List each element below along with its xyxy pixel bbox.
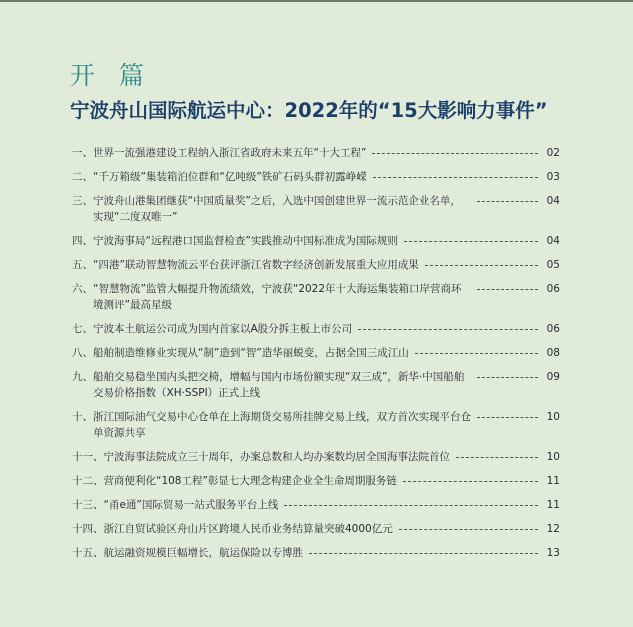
toc-entry-8[interactable] <box>72 345 560 361</box>
toc-page-number: 02 <box>546 147 560 159</box>
toc-entry-7[interactable] <box>72 321 560 337</box>
next-section-heading-cutoff <box>74 620 144 627</box>
table-of-contents <box>72 145 560 561</box>
toc-entry-number: 一、 <box>72 147 93 159</box>
toc-page-number: 09 <box>546 371 560 383</box>
toc-entry-5[interactable] <box>72 257 560 273</box>
toc-entry-number: 五、 <box>72 259 93 271</box>
toc-entry-title: 宁波海事局“远程港口国监督检查”实践推动中国标准成为国际规则 <box>93 235 398 247</box>
toc-leader-dots <box>477 417 538 419</box>
toc-entry-title: 浙江国际油气交易中心仓单在上海期货交易所挂牌交易上线，双方首次实现平台仓单资源共享 <box>93 411 471 439</box>
toc-entry-number: 十一、 <box>72 451 104 463</box>
toc-entry-title: 宁波海事法院成立三十周年，办案总数和人均办案数均居全国海事法院首位 <box>103 451 450 463</box>
toc-leader-dots <box>403 481 538 483</box>
toc-page-number: 11 <box>546 499 560 511</box>
toc-entry-10[interactable] <box>72 409 560 441</box>
toc-leader-dots <box>477 201 538 203</box>
toc-entry-14[interactable] <box>72 521 560 537</box>
toc-page-number: 06 <box>546 283 560 295</box>
toc-entry-title: 船舶制造维修业实现从“制”造到“智”造华丽蜕变，占据全国三成江山 <box>93 347 409 359</box>
toc-entry-number: 二、 <box>72 171 93 183</box>
toc-entry-11[interactable] <box>72 449 560 465</box>
toc-entry-title: 世界一流强港建设工程纳入浙江省政府未来五年“十大工程” <box>93 147 367 159</box>
toc-entry-number: 七、 <box>72 323 93 335</box>
toc-entry-number: 四、 <box>72 235 93 247</box>
toc-leader-dots <box>373 177 538 179</box>
toc-page-number: 08 <box>546 347 560 359</box>
toc-leader-dots <box>284 505 538 507</box>
toc-leader-dots <box>404 241 538 243</box>
toc-page-number: 13 <box>546 547 560 559</box>
toc-entry-title: “甬e通”国际贸易一站式服务平台上线 <box>103 499 279 511</box>
toc-leader-dots <box>425 265 538 267</box>
toc-entry-1[interactable] <box>72 145 560 161</box>
toc-entry-title: 浙江自贸试验区舟山片区跨境人民币业务结算量突破4000亿元 <box>103 523 393 535</box>
toc-leader-dots <box>477 289 538 291</box>
toc-entry-number: 八、 <box>72 347 93 359</box>
toc-page-number: 03 <box>546 171 560 183</box>
toc-leader-dots <box>372 153 538 155</box>
toc-entry-number: 九、 <box>72 371 93 383</box>
toc-leader-dots <box>358 329 538 331</box>
toc-entry-title: “四港”联动智慧物流云平台获评浙江省数字经济创新发展重大应用成果 <box>93 259 419 271</box>
toc-entry-number: 六、 <box>72 283 93 295</box>
toc-leader-dots <box>477 377 538 379</box>
toc-page-number: 05 <box>546 259 560 271</box>
toc-entry-number: 十三、 <box>72 499 104 511</box>
toc-leader-dots <box>415 353 538 355</box>
toc-entry-4[interactable] <box>72 233 560 249</box>
toc-entry-title: 宁波本土航运公司成为国内首家以A股分拆主板上市公司 <box>93 323 353 335</box>
toc-entry-12[interactable] <box>72 473 560 489</box>
toc-entry-15[interactable] <box>72 545 560 561</box>
toc-entry-2[interactable] <box>72 169 560 185</box>
toc-entry-9[interactable] <box>72 369 560 401</box>
toc-entry-number: 三、 <box>72 195 93 207</box>
page-title: 宁波舟山国际航运中心：2022年的“15大影响力事件” <box>70 99 548 122</box>
toc-entry-title: “千万箱级”集装箱泊位群和“亿吨级”铁矿石码头群初露峥嵘 <box>93 171 367 183</box>
toc-page-number: 10 <box>546 451 560 463</box>
toc-page-number: 10 <box>546 411 560 423</box>
toc-entry-title: 航运融资规模巨幅增长，航运保险以专博胜 <box>103 547 303 559</box>
toc-page-number: 12 <box>546 523 560 535</box>
section-title: 开 篇 <box>70 61 152 90</box>
toc-entry-13[interactable] <box>72 497 560 513</box>
toc-entry-number: 十五、 <box>72 547 104 559</box>
toc-entry-title: 宁波舟山港集团继获“中国质量奖”之后，入选中国创建世界一流示范企业名单，实现“二度双唯一” <box>93 195 461 223</box>
toc-entry-6[interactable] <box>72 281 560 313</box>
toc-entry-number: 十四、 <box>72 523 104 535</box>
toc-leader-dots <box>399 529 538 531</box>
toc-page-number: 04 <box>546 195 560 207</box>
toc-leader-dots <box>456 457 538 459</box>
toc-page-number: 11 <box>546 475 560 487</box>
toc-entry-title: 营商便利化“108工程”彰显七大理念构建企业全生命周期服务链 <box>103 475 397 487</box>
toc-entry-3[interactable] <box>72 193 560 225</box>
toc-entry-number: 十、 <box>72 411 93 423</box>
toc-entry-title: “智慧物流”监管大幅提升物流绩效，宁波获“2022年十大海运集装箱口岸营商环境测评”最高星级 <box>93 283 462 311</box>
toc-page-number: 06 <box>546 323 560 335</box>
toc-entry-number: 十二、 <box>72 475 104 487</box>
toc-entry-title: 船舶交易稳坐国内头把交椅，增幅与国内市场份额实现“双三成”，新华·中国船舶交易价格指数（XH·SSPI）正式上线 <box>93 371 465 399</box>
toc-page-number: 04 <box>546 235 560 247</box>
top-border-rule <box>0 0 633 2</box>
toc-leader-dots <box>309 553 538 555</box>
